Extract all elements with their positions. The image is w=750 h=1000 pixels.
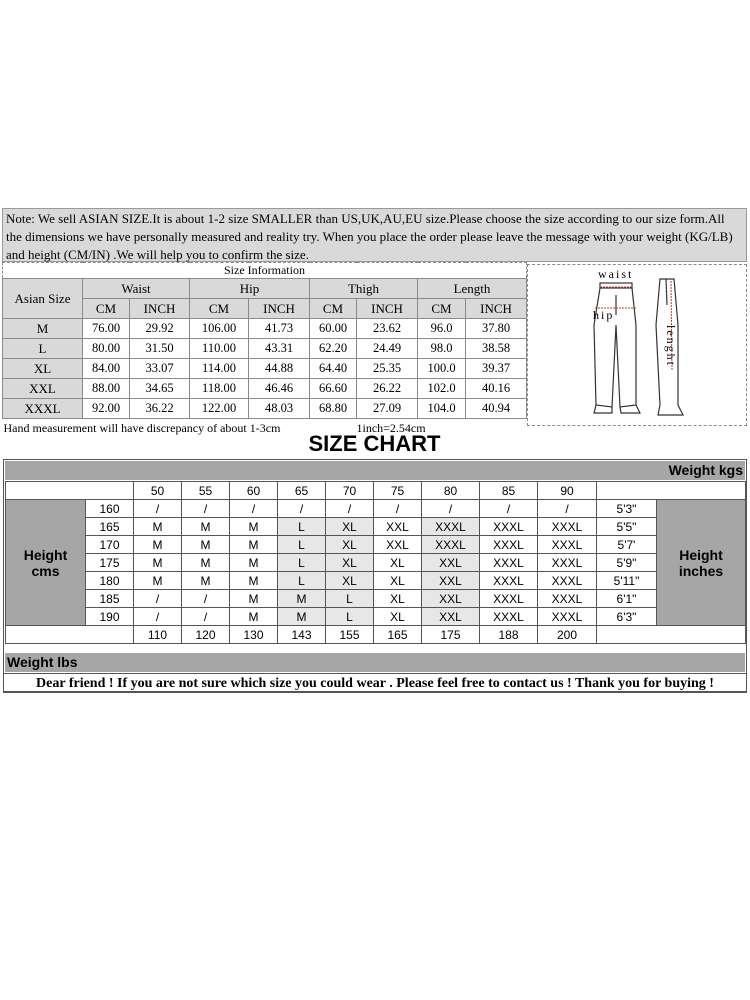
- size-cell: XXL: [422, 608, 480, 626]
- size-value-cell: 39.37: [466, 359, 527, 379]
- size-value-cell: 34.65: [130, 379, 190, 399]
- weight-lb-value: 155: [326, 626, 374, 644]
- size-note: Note: We sell ASIAN SIZE.It is about 1-2 size SMALLER than US,UK,AU,EU size.Please choose the size according to our size form.All the dimensions we have personally measured and reality try. When you place the order please leave the message with your weight (KG/LB) and height (CM/IN) .We will help you to confirm the size.: [2, 208, 747, 262]
- size-cell: XXXL: [422, 536, 480, 554]
- height-cm-value: 165: [86, 518, 134, 536]
- size-cell: XL: [374, 554, 422, 572]
- unit-header: INCH: [130, 299, 190, 319]
- size-value-cell: 100.0: [418, 359, 466, 379]
- height-inch-value: 5'3": [597, 500, 657, 518]
- unit-header: INCH: [249, 299, 310, 319]
- length-header: Length: [418, 279, 527, 299]
- size-info-title: Size Information: [3, 263, 527, 279]
- height-row: [6, 554, 746, 572]
- size-value-cell: 60.00: [310, 319, 357, 339]
- size-cell: M: [230, 590, 278, 608]
- size-label: M: [3, 319, 83, 339]
- weight-kg-value: 80: [422, 482, 480, 500]
- size-information-table: [2, 262, 527, 438]
- size-cell: XXL: [422, 572, 480, 590]
- size-cell: XXXL: [480, 608, 538, 626]
- height-cm-value: 175: [86, 554, 134, 572]
- size-cell: XL: [326, 518, 374, 536]
- weight-kg-value: 50: [134, 482, 182, 500]
- size-cell: M: [182, 572, 230, 590]
- size-cell: XXXL: [480, 572, 538, 590]
- size-cell: /: [374, 500, 422, 518]
- size-cell: XXXL: [538, 518, 597, 536]
- size-cell: XXL: [374, 518, 422, 536]
- size-value-cell: 88.00: [83, 379, 130, 399]
- weight-kg-value: 85: [480, 482, 538, 500]
- size-cell: L: [278, 572, 326, 590]
- size-label: L: [3, 339, 83, 359]
- size-chart-grid: [5, 481, 746, 644]
- height-row: [6, 536, 746, 554]
- weight-lb-value: 110: [134, 626, 182, 644]
- weight-lb-value: 120: [182, 626, 230, 644]
- size-row: [3, 339, 527, 359]
- size-value-cell: 43.31: [249, 339, 310, 359]
- size-cell: /: [134, 590, 182, 608]
- size-cell: /: [134, 500, 182, 518]
- weight-kgs-label: Weight kgs: [668, 462, 743, 478]
- hip-header: Hip: [190, 279, 310, 299]
- size-cell: L: [278, 518, 326, 536]
- size-cell: /: [422, 500, 480, 518]
- size-label: XXL: [3, 379, 83, 399]
- size-value-cell: 122.00: [190, 399, 249, 419]
- size-cell: L: [278, 536, 326, 554]
- size-cell: M: [230, 572, 278, 590]
- size-value-cell: 40.94: [466, 399, 527, 419]
- size-cell: /: [538, 500, 597, 518]
- size-value-cell: 96.0: [418, 319, 466, 339]
- height-cm-value: 190: [86, 608, 134, 626]
- waist-label: waist: [598, 267, 634, 281]
- size-cell: /: [182, 500, 230, 518]
- size-cell: L: [326, 590, 374, 608]
- size-cell: XXXL: [480, 536, 538, 554]
- size-cell: XXXL: [538, 590, 597, 608]
- size-cell: M: [230, 518, 278, 536]
- size-cell: XXXL: [422, 518, 480, 536]
- height-cms-label-line: cms: [31, 562, 60, 579]
- size-cell: M: [230, 608, 278, 626]
- size-cell: /: [134, 608, 182, 626]
- size-cell: /: [480, 500, 538, 518]
- size-cell: XXXL: [480, 518, 538, 536]
- size-cell: XXXL: [538, 536, 597, 554]
- size-cell: /: [278, 500, 326, 518]
- size-value-cell: 25.35: [357, 359, 418, 379]
- size-cell: XXXL: [538, 572, 597, 590]
- size-cell: XXXL: [480, 590, 538, 608]
- unit-header: CM: [190, 299, 249, 319]
- size-cell: XXL: [422, 590, 480, 608]
- size-value-cell: 31.50: [130, 339, 190, 359]
- size-cell: M: [230, 554, 278, 572]
- height-row: [6, 590, 746, 608]
- size-value-cell: 64.40: [310, 359, 357, 379]
- blank-cell: [597, 626, 746, 644]
- unit-header: CM: [310, 299, 357, 319]
- size-row: [3, 399, 527, 419]
- size-chart: [3, 459, 747, 692]
- size-cell: XL: [326, 572, 374, 590]
- weight-kg-value: 65: [278, 482, 326, 500]
- weight-kg-value: 75: [374, 482, 422, 500]
- size-cell: XXL: [374, 536, 422, 554]
- size-cell: L: [326, 608, 374, 626]
- height-row: [6, 500, 746, 518]
- size-value-cell: 98.0: [418, 339, 466, 359]
- size-value-cell: 102.0: [418, 379, 466, 399]
- size-value-cell: 62.20: [310, 339, 357, 359]
- size-cell: M: [278, 590, 326, 608]
- weight-lbs-label: Weight lbs: [7, 654, 78, 670]
- size-value-cell: 66.60: [310, 379, 357, 399]
- size-label: XXXL: [3, 399, 83, 419]
- weight-lb-value: 143: [278, 626, 326, 644]
- height-cm-value: 185: [86, 590, 134, 608]
- asian-size-header: Asian Size: [3, 279, 83, 319]
- size-value-cell: 44.88: [249, 359, 310, 379]
- thigh-header: Thigh: [310, 279, 418, 299]
- height-cm-value: 180: [86, 572, 134, 590]
- height-row: [6, 608, 746, 626]
- unit-header: CM: [418, 299, 466, 319]
- size-value-cell: 48.03: [249, 399, 310, 419]
- height-inches-label-line: Height: [679, 546, 723, 563]
- size-cell: M: [230, 536, 278, 554]
- weight-lb-value: 130: [230, 626, 278, 644]
- size-label: XL: [3, 359, 83, 379]
- size-cell: M: [182, 518, 230, 536]
- height-inch-value: 5'5": [597, 518, 657, 536]
- height-cm-value: 170: [86, 536, 134, 554]
- size-value-cell: 76.00: [83, 319, 130, 339]
- size-cell: /: [182, 608, 230, 626]
- size-cell: XL: [326, 554, 374, 572]
- weight-kgs-bar: [5, 461, 745, 480]
- weight-lb-value: 165: [374, 626, 422, 644]
- size-value-cell: 92.00: [83, 399, 130, 419]
- size-cell: XL: [326, 536, 374, 554]
- weight-lb-value: 200: [538, 626, 597, 644]
- size-value-cell: 29.92: [130, 319, 190, 339]
- size-cell: /: [230, 500, 278, 518]
- size-value-cell: 27.09: [357, 399, 418, 419]
- size-cell: M: [134, 536, 182, 554]
- size-cell: XXXL: [538, 554, 597, 572]
- height-row: [6, 518, 746, 536]
- size-row: [3, 379, 527, 399]
- height-cms-label-line: Height: [23, 546, 68, 563]
- size-cell: XXL: [422, 554, 480, 572]
- weight-lbs-row: [6, 626, 746, 644]
- size-value-cell: 118.00: [190, 379, 249, 399]
- size-value-cell: 23.62: [357, 319, 418, 339]
- size-value-cell: 84.00: [83, 359, 130, 379]
- blank-cell: [6, 626, 134, 644]
- weight-lb-value: 175: [422, 626, 480, 644]
- weight-kg-value: 60: [230, 482, 278, 500]
- size-cell: XXXL: [538, 608, 597, 626]
- size-cell: M: [134, 518, 182, 536]
- hand-measure-note: Hand measurement will have discrepancy of about 1-3cm: [3, 421, 281, 435]
- size-cell: L: [278, 554, 326, 572]
- size-cell: M: [134, 554, 182, 572]
- size-value-cell: 36.22: [130, 399, 190, 419]
- height-cms-label: [6, 500, 86, 626]
- height-inch-value: 6'3": [597, 608, 657, 626]
- weight-lb-value: 188: [480, 626, 538, 644]
- length-label: lenght: [664, 325, 678, 367]
- size-value-cell: 40.16: [466, 379, 527, 399]
- weight-kg-value: 55: [182, 482, 230, 500]
- blank-cell: [597, 482, 746, 500]
- unit-header: INCH: [466, 299, 527, 319]
- size-value-cell: 114.00: [190, 359, 249, 379]
- height-inch-value: 5'7': [597, 536, 657, 554]
- weight-kg-value: 70: [326, 482, 374, 500]
- size-cell: M: [134, 572, 182, 590]
- pants-diagram: [528, 265, 746, 425]
- size-value-cell: 68.80: [310, 399, 357, 419]
- unit-header: INCH: [357, 299, 418, 319]
- hip-label: hip: [593, 308, 615, 322]
- size-cell: M: [182, 536, 230, 554]
- weight-kg-value: 90: [538, 482, 597, 500]
- size-value-cell: 106.00: [190, 319, 249, 339]
- pants-measurement-figure: [527, 264, 747, 426]
- height-inch-value: 6'1": [597, 590, 657, 608]
- weight-lbs-bar: [5, 653, 745, 672]
- unit-header: CM: [83, 299, 130, 319]
- height-inch-value: 5'9": [597, 554, 657, 572]
- size-cell: /: [326, 500, 374, 518]
- size-value-cell: 33.07: [130, 359, 190, 379]
- size-cell: XL: [374, 608, 422, 626]
- size-chart-title: SIZE CHART: [308, 431, 441, 456]
- size-value-cell: 80.00: [83, 339, 130, 359]
- contact-message: Dear friend ! If you are not sure which size you could wear . Please feel free to contact us ! Thank you for buying !: [3, 673, 747, 693]
- size-cell: M: [278, 608, 326, 626]
- size-cell: /: [182, 590, 230, 608]
- inch-conversion: 1inch=2.54cm: [356, 421, 426, 435]
- size-value-cell: 104.0: [418, 399, 466, 419]
- size-cell: XXXL: [480, 554, 538, 572]
- waist-header: Waist: [83, 279, 190, 299]
- size-row: [3, 359, 527, 379]
- blank-cell: [6, 482, 134, 500]
- height-cm-value: 160: [86, 500, 134, 518]
- weight-kgs-row: [6, 482, 746, 500]
- size-row: [3, 319, 527, 339]
- height-inches-label-line: inches: [678, 562, 724, 579]
- height-inches-label: [657, 500, 746, 626]
- size-cell: XL: [374, 590, 422, 608]
- size-value-cell: 24.49: [357, 339, 418, 359]
- height-inch-value: 5'11": [597, 572, 657, 590]
- size-value-cell: 37.80: [466, 319, 527, 339]
- size-cell: XL: [374, 572, 422, 590]
- size-value-cell: 46.46: [249, 379, 310, 399]
- size-value-cell: 26.22: [357, 379, 418, 399]
- size-value-cell: 110.00: [190, 339, 249, 359]
- height-row: [6, 572, 746, 590]
- size-cell: M: [182, 554, 230, 572]
- size-value-cell: 38.58: [466, 339, 527, 359]
- size-value-cell: 41.73: [249, 319, 310, 339]
